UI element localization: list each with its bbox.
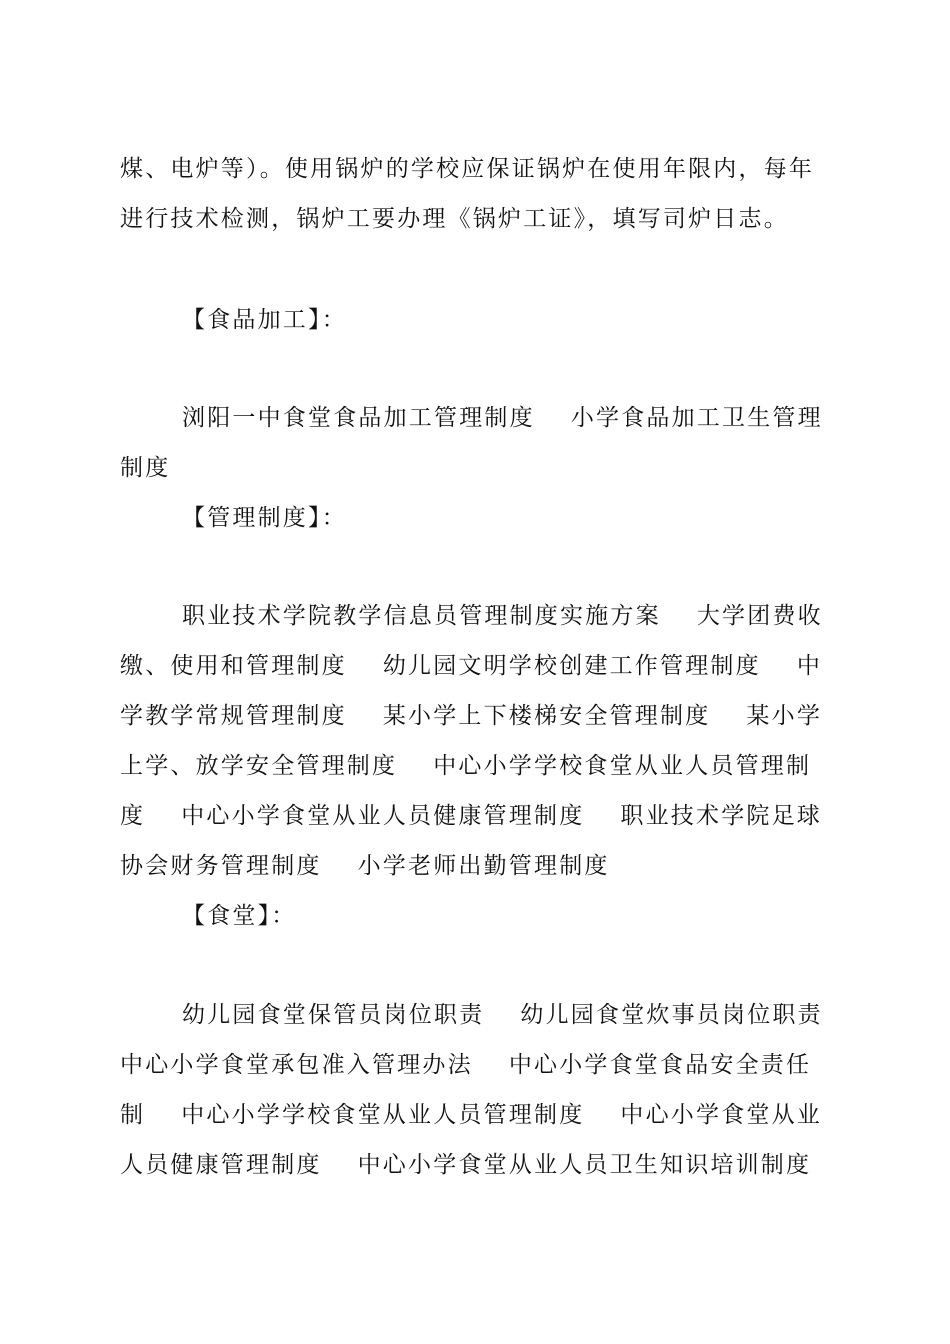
link-row: [120, 453, 840, 483]
related-link[interactable]: 中心小学食堂从业人员健康管理制度: [181, 803, 585, 829]
related-link[interactable]: 中心小学食堂从业: [620, 1102, 823, 1128]
related-link[interactable]: 浏阳一中食堂食品加工管理制度: [182, 405, 535, 431]
related-link[interactable]: 幼儿园食堂炊事员岗位职责: [520, 1002, 823, 1028]
related-link[interactable]: 协会财务管理制度: [120, 853, 322, 879]
related-link[interactable]: 小学食品加工卫生管理: [570, 405, 823, 431]
related-link[interactable]: 中心小学食堂承包准入管理办法: [120, 1052, 473, 1078]
section-heading-food-processing: 【食品加工】：: [182, 307, 347, 333]
related-link[interactable]: 职业技术学院教学信息员管理制度实施方案: [182, 603, 661, 629]
link-row: [120, 1150, 840, 1180]
related-link[interactable]: 学教学常规管理制度: [120, 703, 347, 729]
link-row: [182, 1000, 842, 1030]
section-heading-canteen: 【食堂】：: [182, 903, 297, 929]
intro-line-1: 煤、电炉等）。使用锅炉的学校应保证锅炉在使用年限内，每年: [120, 156, 815, 182]
related-link[interactable]: 缴、使用和管理制度: [120, 653, 347, 679]
related-link[interactable]: 幼儿园食堂保管员岗位职责: [182, 1002, 485, 1028]
related-link[interactable]: 上学、放学安全管理制度: [120, 753, 398, 779]
link-row: [120, 801, 840, 831]
related-link[interactable]: 中心小学食堂从业人员卫生知识培训制度: [357, 1152, 812, 1178]
related-link[interactable]: 制度: [120, 455, 171, 481]
related-link[interactable]: 某小学: [746, 703, 823, 729]
related-link[interactable]: 幼儿园文明学校创建工作管理制度: [382, 653, 761, 679]
related-link[interactable]: 小学老师出勤管理制度: [357, 853, 610, 879]
related-link[interactable]: 人员健康管理制度: [120, 1152, 322, 1178]
link-row: [120, 1050, 840, 1080]
related-link[interactable]: 大学团费收: [696, 603, 823, 629]
related-link[interactable]: 制: [120, 1102, 146, 1128]
link-row: [120, 701, 840, 731]
link-row: [120, 851, 840, 881]
section-heading-management: 【管理制度】：: [182, 505, 347, 531]
related-link[interactable]: 职业技术学院足球: [620, 803, 823, 829]
related-link[interactable]: 中心小学食堂食品安全责任: [508, 1052, 812, 1078]
related-link[interactable]: 中: [796, 653, 823, 679]
link-row: [120, 751, 840, 781]
link-row: [120, 1100, 840, 1130]
intro-line-2: 进行技术检测，锅炉工要办理《锅炉工证》，填写司炉日志。: [120, 206, 789, 232]
link-row: [182, 403, 842, 433]
link-row: [120, 651, 840, 681]
link-row: [182, 601, 842, 631]
related-link[interactable]: 中心小学学校食堂从业人员管理制度: [181, 1102, 585, 1128]
related-link[interactable]: 中心小学学校食堂从业人员管理制: [433, 753, 812, 779]
related-link[interactable]: 度: [120, 803, 146, 829]
related-link[interactable]: 某小学上下楼梯安全管理制度: [382, 703, 711, 729]
